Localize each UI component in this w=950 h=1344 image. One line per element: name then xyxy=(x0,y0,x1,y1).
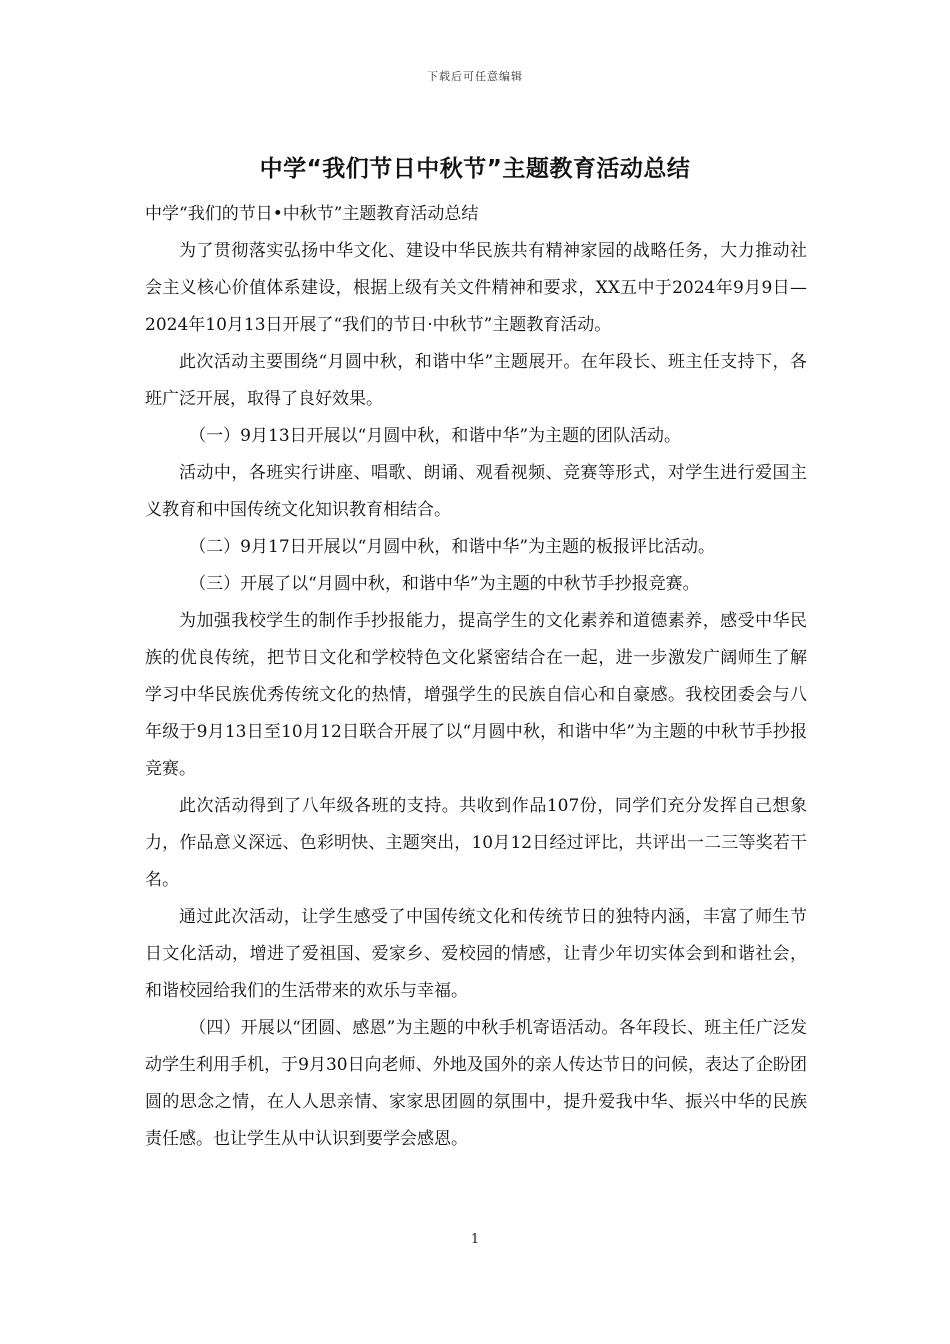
document-body xyxy=(145,196,807,1158)
paragraph-item-3: （三）开展了以“月圆中秋，和谐中华”为主题的中秋节手抄报竞赛。 xyxy=(189,574,700,594)
paragraph-item-2: （二）9月17日开展以“月圆中秋，和谐中华”为主题的板报评比活动。 xyxy=(189,537,716,557)
paragraph-theme: 此次活动主要围绕“月圆中秋，和谐中华”主题展开。在年段长、班主任支持下，各班广泛开展，取得了良好效果。 xyxy=(145,352,807,409)
document-title: 中学“我们节日中秋节”主题教育活动总结 xyxy=(259,156,691,182)
paragraph-impact: 通过此次活动，让学生感受了中国传统文化和传统节日的独特内涵，丰富了师生节日文化活动，增进了爱祖国、爱家乡、爱校园的情感，让青少年切实体会到和谐社会，和谐校园给我们的生活带来的欢乐与幸福。 xyxy=(145,907,807,1001)
paragraph-handcopy-purpose: 为加强我校学生的制作手抄报能力，提高学生的文化素养和道德素养，感受中华民族的优良传统，把节日文化和学校特色文化紧密结合在一起，进一步激发广阔师生了解学习中华民族优秀传统文化的热情，增强学生的民族自信心和自豪感。我校团委会与八年级于9月13日至10月12日联合开展了以“月圆中秋，和谐中华”为主题的中秋节手抄报竞赛。 xyxy=(145,611,807,779)
header-note: 下载后可任意编辑 xyxy=(427,70,523,83)
paragraph-handcopy-result: 此次活动得到了八年级各班的支持。共收到作品107份，同学们充分发挥自己想象力，作品意义深远、色彩明快、主题突出，10月12日经过评比，共评出一二三等奖若干名。 xyxy=(145,796,807,890)
page-number: 1 xyxy=(470,1232,480,1247)
paragraph-item-4: （四）开展以“团圆、感恩”为主题的中秋手机寄语活动。各年段长、班主任广泛发动学生利用手机，于9月30日向老师、外地及国外的亲人传达节日的问候，表达了企盼团圆的思念之情，在人人思亲情、家家思团圆的氛围中，提升爱我中华、振兴中华的民族责任感。也让学生从中认识到要学会感恩。 xyxy=(145,1018,807,1149)
paragraph-intro: 为了贯彻落实弘扬中华文化、建设中华民族共有精神家园的战略任务，大力推动社会主义核心价值体系建设，根据上级有关文件精神和要求，XX五中于2024年9月9日—2024年10月13日开展了“我们的节日·中秋节”主题教育活动。 xyxy=(145,241,807,335)
paragraph-item-1: （一）9月13日开展以“月圆中秋，和谐中华”为主题的团队活动。 xyxy=(189,426,682,446)
document-subtitle: 中学“我们的节日•中秋节”主题教育活动总结 xyxy=(145,204,479,224)
paragraph-activity-detail: 活动中，各班实行讲座、唱歌、朗诵、观看视频、竞赛等形式，对学生进行爱国主义教育和中国传统文化知识教育相结合。 xyxy=(145,463,807,520)
